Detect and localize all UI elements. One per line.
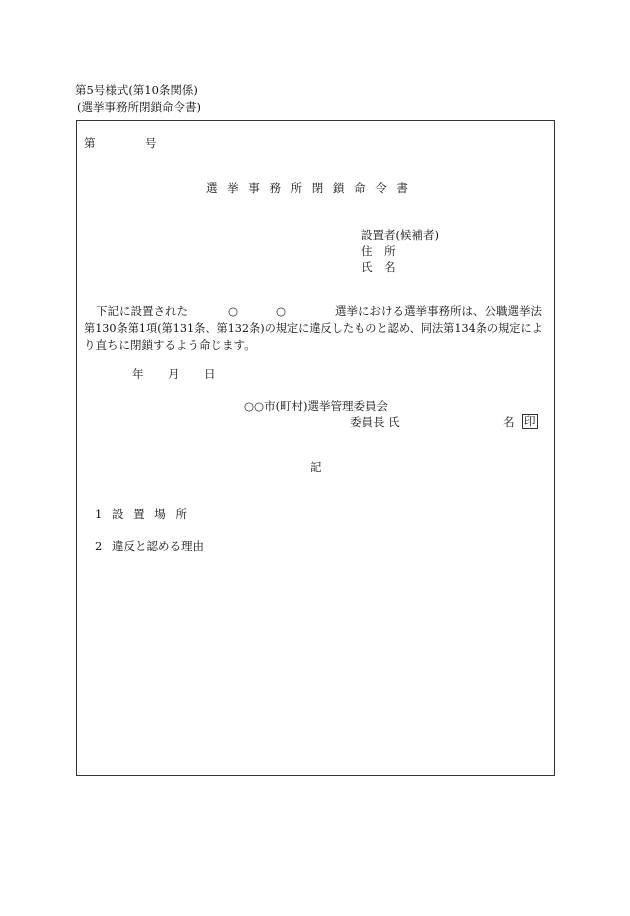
issuer-organization: ○○市(町村)選挙管理委員会	[244, 399, 389, 413]
form-name: (選挙事務所閉鎖命令書)	[77, 100, 201, 114]
document-title: 選 挙 事 務 所 閉 鎖 命 令 書	[206, 181, 411, 195]
recipient-address: 住 所	[361, 244, 400, 258]
ki-heading: 記	[310, 460, 322, 474]
document-frame	[76, 120, 555, 776]
item-2-number: 2	[95, 539, 103, 553]
item-1-label: 設 置 場 所	[112, 507, 190, 521]
recipient-name: 氏 名	[361, 260, 400, 274]
item-1-number: 1	[95, 507, 103, 521]
seal-mark	[522, 414, 538, 429]
item-2-label: 違反と認める理由	[112, 539, 204, 553]
doc-number-suffix: 号	[145, 136, 157, 150]
recipient-label: 設置者(候補者)	[361, 228, 439, 242]
seal-text: 印	[524, 414, 536, 428]
issuer-name-label: 名	[503, 415, 515, 429]
body-circle-2: ○	[276, 304, 287, 318]
body-line-1b: 選挙における選挙事務所は、公職選挙法	[335, 304, 542, 318]
body-circle-1: ○	[228, 304, 239, 318]
issuer-title: 委員長 氏	[350, 415, 400, 429]
body-line-2: 第130条第1項(第131条、第132条)の規定に違反したものと認め、同法第134条の規定によ	[84, 322, 543, 335]
body-line-1a: 下記に設置された	[96, 304, 188, 318]
date-year: 年	[132, 367, 144, 381]
doc-number-prefix: 第	[84, 136, 96, 150]
form-number: 第5号様式(第10条関係)	[75, 83, 198, 97]
body-line-3: り直ちに閉鎖するよう命じます。	[84, 338, 256, 352]
date-month: 月	[168, 367, 180, 381]
date-day: 日	[204, 367, 216, 381]
